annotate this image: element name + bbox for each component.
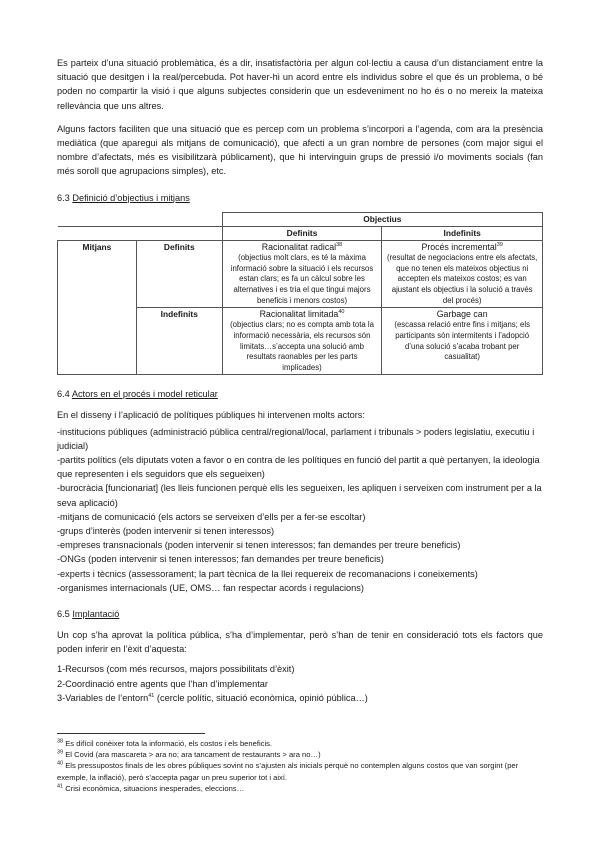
section-6-5-intro: Un cop s’ha aprovat la política pública, s’ha d’implementar, però s’han de tenir en consideració tots els factors que poden inferir en l’èxit d’aquesta: — [57, 630, 543, 655]
section-6-3-heading — [57, 191, 543, 205]
mitjans-row-header: Mitjans — [58, 241, 137, 375]
section-number: 6.4 — [57, 389, 70, 400]
objectius-header: Objectius — [222, 212, 542, 226]
empty-corner-cell — [58, 212, 223, 226]
list-item: 1-Recursos (com més recursos, majors possibilitats d’èxit) — [57, 664, 295, 675]
section-number: 6.5 — [57, 609, 70, 620]
garbage-can-cell — [382, 308, 543, 375]
list-item: -mitjans de comunicació (els actors se serveixen d’ells per a fer-se escoltar) — [57, 511, 366, 522]
list-item: -ONGs (poden intervenir si tenen interessos; fan demandes per treure beneficis) — [57, 554, 384, 565]
footnote: $^{38}$ Es difícil conèixer tota la informació, els costos i els beneficis. — [57, 738, 273, 748]
list-item: -empreses transnacionals (poden intervenir si tenen interessos; fan demandes per treure beneficis) — [57, 540, 461, 551]
footnote-number: 40 — [57, 760, 64, 767]
list-item: -organismes internacionals (UE, OMS… fan respectar acords i regulacions) — [57, 582, 364, 593]
document-page — [57, 56, 543, 705]
list-item: -institucions públiques (administració pública central/regional/local, parlament i tribunals > poders legislatiu, executiu i judicial) — [57, 426, 535, 451]
intro-paragraph-1: Es parteix d’una situació problemàtica, és a dir, insatisfactòria per algun col·lectiu a causa d’un distanciament entre la situació que desitgen i la real/percebuda. Pot haver-hi un acord entre els individus sobre el que és un problema, o bé poden no compartir la visió i que alguns subjectes considerin que un esdeveniment no ho és o no mereix la mateixa rellevància que uns altres. — [57, 58, 543, 111]
section-6-4-heading — [57, 387, 543, 401]
cell-title: Racionalitat limitada$^{40}$ — [259, 309, 345, 320]
footnote-ref: 41 — [148, 692, 155, 699]
cell-description: (resultat de negociacions entre els afectats, que no tenen els mateixos objectius ni accepten els mateixos costos; es van ajustant els objectius i la solució a través del procés) — [386, 253, 538, 305]
definits-column-header: Definits — [222, 226, 382, 240]
footnote-number: 38 — [57, 738, 64, 745]
list-item: -partits polítics (els diputats voten a favor o en contra de les polítiques en funció del partit a què pertanyen, la ideologia que representen i els seguidors que els segueixen) — [57, 454, 540, 480]
footnote-ref: 40 — [338, 309, 345, 316]
cell-description: (objectius molt clars, es té la màxima informació sobre la situació i els recursos estan clars; es fa un càlcul sobre les alternatives i es tria el que tingui majors beneficis i menors costos) — [230, 253, 374, 305]
section-title: Actors en el procés i model reticular — [71, 389, 218, 400]
list-item: 2-Coordinació entre agents que l’han d’implementar — [57, 678, 268, 689]
table-row — [58, 241, 543, 308]
footnote: $^{41}$ Crisi econòmica, situacions inesperades, eleccions… — [57, 783, 245, 793]
implementation-factors-list — [57, 662, 543, 705]
cell-description: (escassa relació entre fins i mitjans; els participants són intermitents i l’adopció d’una solució s’acaba trobant per casualitat) — [394, 320, 530, 362]
list-item: -grups d’interès (poden intervenir si tenen interessos) — [57, 526, 275, 536]
table-row — [58, 212, 543, 226]
cell-description: (objectius clars; no es compta amb tota la informació necessària, els recursos són limitats…s’accepta una solució amb resultats raonables per les parts implicades) — [230, 320, 374, 372]
empty-corner-cell — [58, 226, 223, 240]
indefinits-column-header: Indefinits — [382, 226, 543, 240]
footnote-ref: 38 — [336, 242, 343, 249]
actors-list — [57, 425, 543, 595]
cell-title: Racionalitat radical$^{38}$ — [261, 242, 343, 253]
list-item: -experts i tècnics (assessorament; la part tècnica de la llei requereix de recomanacions i coneixements) — [57, 568, 478, 579]
table-row — [58, 226, 543, 240]
section-title: Implantació — [72, 609, 120, 620]
racionalitat-radical-cell — [222, 241, 382, 308]
footnote-number: 41 — [57, 783, 64, 790]
racionalitat-limitada-cell — [222, 308, 382, 375]
list-item: 3-Variables de l’entorn$^{41}$ (cercle polític, situació econòmica, opinió pública…) — [57, 692, 368, 703]
footnote-number: 39 — [57, 749, 64, 756]
intro-paragraph-2: Alguns factors faciliten que una situació que es percep com un problema s’incorpori a l’agenda, com ara la presència mediàtica (que aparegui als mitjans de comunicació), que afecti a un gran nombre de persones (com major sigui el nombre d’afectats, més es visibilitzarà públicament), que hi intervinguin grups de pressió i/o moviments socials (fan més soroll que agrupacions simples), etc. — [57, 123, 543, 177]
indefinits-row-header: Indefinits — [136, 308, 222, 375]
cell-title: Procés incremental$^{39}$ — [421, 242, 503, 253]
footnote-ref: 39 — [496, 242, 503, 249]
section-number: 6.3 — [57, 192, 70, 203]
definits-row-header: Definits — [136, 241, 222, 308]
list-item: -burocràcia [funcionariat] (les lleis funcionen perquè ells les segueixen, les apliquen i serveixen com instrument per a la seva aplicació) — [57, 483, 542, 508]
section-6-5-heading — [57, 607, 543, 621]
footnote: $^{39}$ El Covid (ara mascareta > ara no; ara tancament de restaurants > ara no…) — [57, 749, 321, 760]
section-title: Definició d’objectius i mitjans — [72, 192, 190, 203]
section-6-4-intro: En el disseny i l’aplicació de polítiques públiques hi intervenen molts actors: — [57, 410, 365, 421]
footnote: $^{40}$ Els pressupostos finals de les obres públiques sovint no s’ajusten als inicials perquè no contemplen alguns costos que van sorgint (per exemple, la inflació), però s’accepta pagar un preu superior tot i així. — [57, 760, 519, 782]
cell-title: Garbage can — [436, 309, 488, 320]
proces-incremental-cell — [382, 241, 543, 308]
objectives-means-table — [57, 212, 543, 376]
footnotes — [57, 738, 543, 794]
footnote-separator — [57, 733, 205, 734]
